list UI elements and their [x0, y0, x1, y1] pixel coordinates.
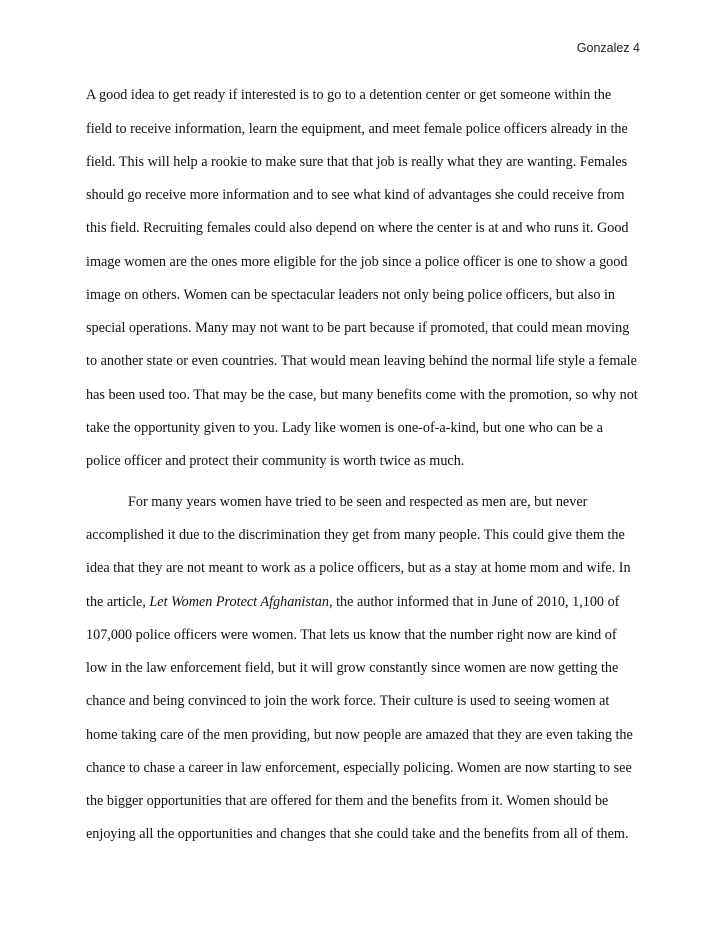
paragraph-line: this field. Recruiting females could also depend on where the center is at and who runs it. Good	[86, 220, 629, 236]
paragraph-line: chance to chase a career in law enforcement, especially policing. Women are now starting to see	[86, 760, 632, 776]
paragraph-line: take the opportunity given to you. Lady like women is one-of-a-kind, but one who can be a	[86, 420, 603, 436]
paragraph-line: special operations. Many may not want to be part because if promoted, that could mean moving	[86, 320, 630, 336]
paragraph-line: image women are the ones more eligible for the job since a police officer is one to show a good	[86, 254, 628, 270]
paragraph-line: enjoying all the opportunities and changes that she could take and the benefits from all of them.	[86, 826, 629, 842]
running-head: Gonzalez 4	[576, 41, 640, 55]
paragraph-line: has been used too. That may be the case, but many benefits come with the promotion, so why not	[86, 387, 638, 403]
line-text: the author informed that in June of 2010, 1,100 of	[332, 594, 620, 610]
paragraph-line: chance and being convinced to join the work force. Their culture is used to seeing women at	[86, 693, 610, 709]
line-text: the article,	[86, 594, 150, 610]
paragraph-line: idea that they are not meant to work as a police officers, but as a stay at home mom and wife. In	[86, 560, 631, 576]
paragraph-line	[86, 595, 619, 609]
paragraph-line: police officer and protect their community is worth twice as much.	[86, 453, 465, 469]
article-title: Let Women Protect Afghanistan,	[149, 594, 333, 610]
paragraph-line: 107,000 police officers were women. That lets us know that the number right now are kind of	[86, 627, 617, 643]
paragraph-line: should go receive more information and to see what kind of advantages she could receive from	[86, 187, 625, 203]
paragraph-line: A good idea to get ready if interested is to go to a detention center or get someone within the	[86, 87, 612, 103]
paragraph-line: home taking care of the men providing, but now people are amazed that they are even taking the	[86, 727, 633, 743]
paragraph-line: field. This will help a rookie to make sure that that job is really what they are wanting. Females	[86, 154, 628, 170]
paragraph-line: For many years women have tried to be seen and respected as men are, but never	[128, 494, 588, 510]
paragraph-line: low in the law enforcement field, but it will grow constantly since women are now getting the	[86, 660, 619, 676]
paragraph-line: the bigger opportunities that are offered for them and the benefits from it. Women should be	[86, 793, 609, 809]
paragraph-line: image on others. Women can be spectacular leaders not only being police officers, but also in	[86, 287, 616, 303]
paragraph-line: accomplished it due to the discrimination they get from many people. This could give them the	[86, 527, 625, 543]
paragraph-line: to another state or even countries. That would mean leaving behind the normal life style a female	[86, 353, 637, 369]
paragraph-line: field to receive information, learn the equipment, and meet female police officers already in the	[86, 121, 628, 137]
